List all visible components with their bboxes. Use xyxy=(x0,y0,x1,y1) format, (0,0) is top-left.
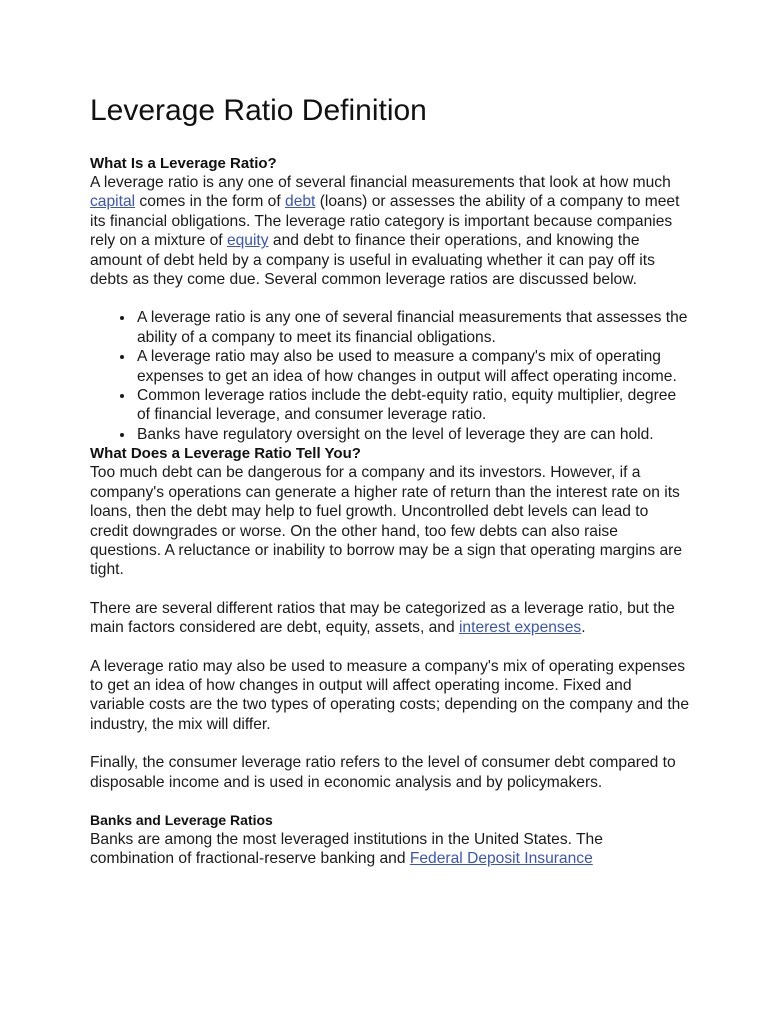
document-page xyxy=(90,92,690,869)
text-run: . xyxy=(581,619,586,637)
list-item: • Banks have regulatory oversight on the level of leverage they are can hold. xyxy=(135,425,690,444)
page-title: Leverage Ratio Definition xyxy=(90,94,427,127)
list-item: • A leverage ratio is any one of several financial measurements that assesses the ability of a company to meet its financial obligations. xyxy=(135,308,690,347)
text-run: Banks are among the most leveraged institutions in the United States. The combination of fractional-reserve banking and xyxy=(90,830,603,868)
key-takeaways-list xyxy=(90,308,690,444)
paragraph-too-much-debt: Too much debt can be dangerous for a company and its investors. However, if a company's operations can generate a higher rate of return than the interest rate on its loans, then the debt may help to fuel growth. Uncontrolled debt levels can lead to credit downgrades or worse. On the other hand, too few debts can also raise questions. A reluctance or inability to borrow may be a sign that operating margins are tight. xyxy=(90,464,683,579)
link-debt[interactable]: debt xyxy=(285,193,316,211)
list-item: • A leverage ratio may also be used to measure a company's mix of operating expenses to get an idea of how changes in output will affect operating income. xyxy=(135,347,690,386)
section-heading-what-is: What Is a Leverage Ratio? xyxy=(90,155,277,172)
link-capital[interactable]: capital xyxy=(90,193,136,211)
link-equity[interactable]: equity xyxy=(226,232,269,250)
section-heading-what-does: What Does a Leverage Ratio Tell You? xyxy=(90,445,361,463)
text-run: There are several different ratios that may be categorized as a leverage ratio, but the main factors considered are debt, equity, assets, and xyxy=(90,599,675,637)
text-run: and debt to finance their operations, and knowing the amount of debt held by a company is useful in evaluating whether it can pay off its debts as they come due. Several common leverage ratios are discussed below. xyxy=(90,232,655,289)
paragraph-operating-expenses: A leverage ratio may also be used to measure a company's mix of operating expenses to get an idea of how changes in output will affect operating income. Fixed and variable costs are the two types of operating costs; depending on the company and the industry, the mix will differ. xyxy=(90,657,690,733)
section-heading-banks: Banks and Leverage Ratios xyxy=(90,811,273,828)
text-run: A leverage ratio is any one of several financial measurements that look at how much xyxy=(90,174,671,191)
link-federal-deposit-insurance[interactable]: Federal Deposit Insurance xyxy=(409,850,593,868)
paragraph-several-ratios xyxy=(90,599,690,638)
list-item: • Common leverage ratios include the debt-equity ratio, equity multiplier, degree of financial leverage, and consumer leverage ratio. xyxy=(135,386,690,425)
text-run: comes in the form of xyxy=(135,193,286,211)
link-interest-expenses[interactable]: interest expenses xyxy=(458,619,582,637)
paragraph-banks xyxy=(90,830,690,869)
paragraph-consumer-leverage: Finally, the consumer leverage ratio refers to the level of consumer debt compared to disposable income and is used in economic analysis and by policymakers. xyxy=(90,754,676,791)
text-run: (loans) or assesses the ability of a company to meet its financial obligations. The leverage ratio category is important because companies rely on a mixture of xyxy=(90,193,680,250)
intro-paragraph xyxy=(90,173,690,289)
